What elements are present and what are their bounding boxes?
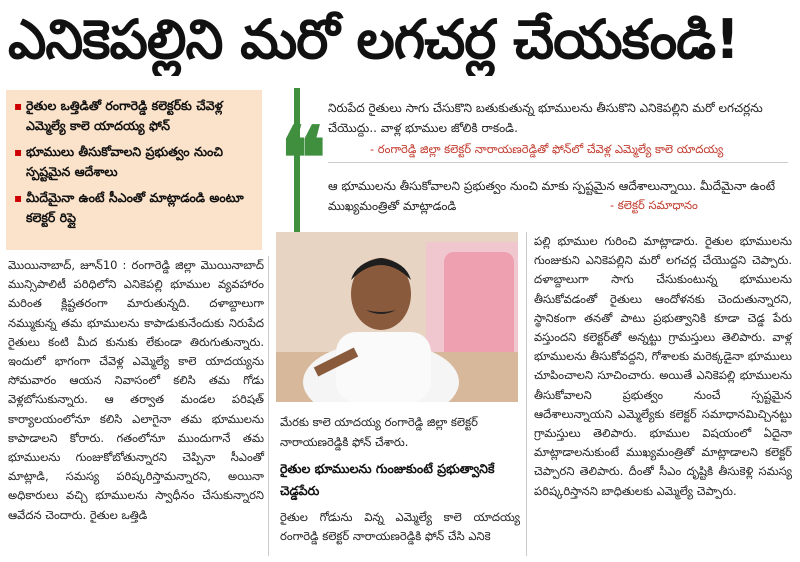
headline: ఎనికెపల్లిని మరో లగచర్ల చేయకండి! [8, 8, 739, 71]
quote-mark-icon: ❝ [280, 108, 327, 209]
mla-photo [276, 232, 518, 402]
quote-divider [328, 162, 788, 163]
quote-box [280, 88, 792, 256]
article-column-1: మొయినాబాద్, జూన్10 : రంగారెడ్డి జిల్లా మొయినాబాద్ మున్సిపాలిటీ పరిధిలోని ఎనికెపల్లి భూముల వ్యవహారం మరింత క్లిష్టతరంగా మారుతున్నది. దళాబ్దాలుగా నమ్ముకున్న తమ భూములను కాపాడుకునేందుకు నిరుపేద రైతులు కంటి మీద కునుకు లేకుండా తిరుగుతున్నారు. ఇందులో భాగంగా చేవెళ్ల ఎమ్మెల్యే కాలె యాదయ్యను సోమవారం ఆయన నివాసంలో కలిసి తమ గోడు వెళ్లబోసుకున్నారు. ఆ తర్వాత మండల పరిషత్ కార్యాలయంలోనూ కలిసి ఎలాగైనా తమ భూములను కాపాడాలని కోరారు. గతంలోనూ ముందుగానే తమ భూములను గుంజుకోబోతున్నారని చెప్పినా సీఎంతో మాట్లాడి, సమస్య పరిష్కరిస్తామన్నారని, అయినా అధికారులు వచ్చి భూములను స్వాధీనం చేసుకున్నారని ఆవేదన చెందారు. రైతుల ఒత్తిడి [8, 258, 264, 522]
quote2-source: - కలెక్టర్ సమాధానం [610, 198, 698, 212]
article-column-2: రైతుల గోడును విన్న ఎమ్మెల్యే కాలె యాదయ్య రంగారెడ్డి కలెక్టర్ నారాయణరెడ్డికి ఫోన్ చేసి ఎనికె [280, 510, 520, 544]
highlight-item: ▪ భూములు తీసుకోవాలని ప్రభుత్వం నుంచి స్పష్టమైన ఆదేశాలు [14, 142, 254, 182]
highlights-box [6, 90, 262, 250]
article-column-3: పల్లి భూముల గురించి మాట్లాడారు. రైతుల భూములను గుంజుకుని ఎనికెపల్లిని మరో లగచర్ల చేయొద్దని చెప్పారు. దళాబ్దాలుగా సాగు చేసుకుంటున్న భూములను తీసుకోవడంతో రైతులు ఆందోళనకు చెందుతున్నారని, స్థానికంగా తనతో పాటు ప్రభుత్వానికి కూడా చెడ్డ పేరు వస్తుందని కలెక్టర్‌తో అన్నట్టు గ్రామస్తులు తెలిపారు. వాళ్ల భూములను తీసుకోవద్దని, గోశాలకు మరెక్కడైనా భూములు చూపించాలని సూచించారు. అయితే ఎనికెపల్లి భూములను తీసుకోవాలని ప్రభుత్వం నుంచే స్పష్టమైన ఆదేశాలున్నాయని ఎమ్మెల్యేకు కలెక్టర్ సమాధానమిచ్చినట్టు గ్రామస్తులు తెలిపారు. భూముల విషయంలో ఏదైనా మాట్లాడాలనుకుంటే ముఖ్యమంత్రితో మాట్లాడాలని కలెక్టర్ చెప్పారని తెలిపారు. దీంతో సీఎం దృష్టికి తీసుకెళ్లి సమస్య పరిష్కరిస్తానని బాధితులకు ఎమ్మెల్యే చెప్పారు. [534, 234, 792, 498]
highlight-item: ▪ రైతుల ఒత్తిడితో రంగారెడ్డి కలెక్టర్‌కు చేవెళ్ల ఎమ్మెల్యే కాలె యాదయ్య ఫోన్ [14, 96, 254, 136]
photo-caption: మేరకు కాలె యాదయ్య రంగారెడ్డి జిల్లా కలెక్టర్ నారాయణరెడ్డికి ఫోన్ చేశారు. [280, 415, 478, 449]
quote1-text: నిరుపేద రైతులు సాగు చేసుకొని బతుకుతున్న భూములను తీసుకొని ఎనికెపల్లిని మరో లగచర్లను చేయొద్దు.. వాళ్ల భూముల జోలికి రాకండి. [328, 101, 763, 135]
subheading: రైతుల భూములను గుంజుకుంటే ప్రభుత్వానికే చెడ్డపేరు [280, 461, 495, 498]
quote2-text: ఆ భూములను తీసుకోవాలని ప్రభుత్వం నుంచి మాకు స్పష్టమైన ఆదేశాలున్నాయి. మీదేమైనా ఉంటే ముఖ్యమంత్రితో మాట్లాడండి [328, 179, 776, 213]
column-divider [268, 256, 269, 556]
column-divider [526, 232, 527, 556]
highlight-item: ▪ మీదేమైనా ఉంటే సీఎంతో మాట్లాడండి అంటూ కలెక్టర్ రిప్లై [14, 188, 254, 228]
quote1-source: - రంగారెడ్డి జిల్లా కలెక్టర్ నారాయణరెడ్డితో ఫోన్‌లో చేవెళ్ల ఎమ్మెల్యే కాలె యాదయ్య [370, 142, 724, 156]
